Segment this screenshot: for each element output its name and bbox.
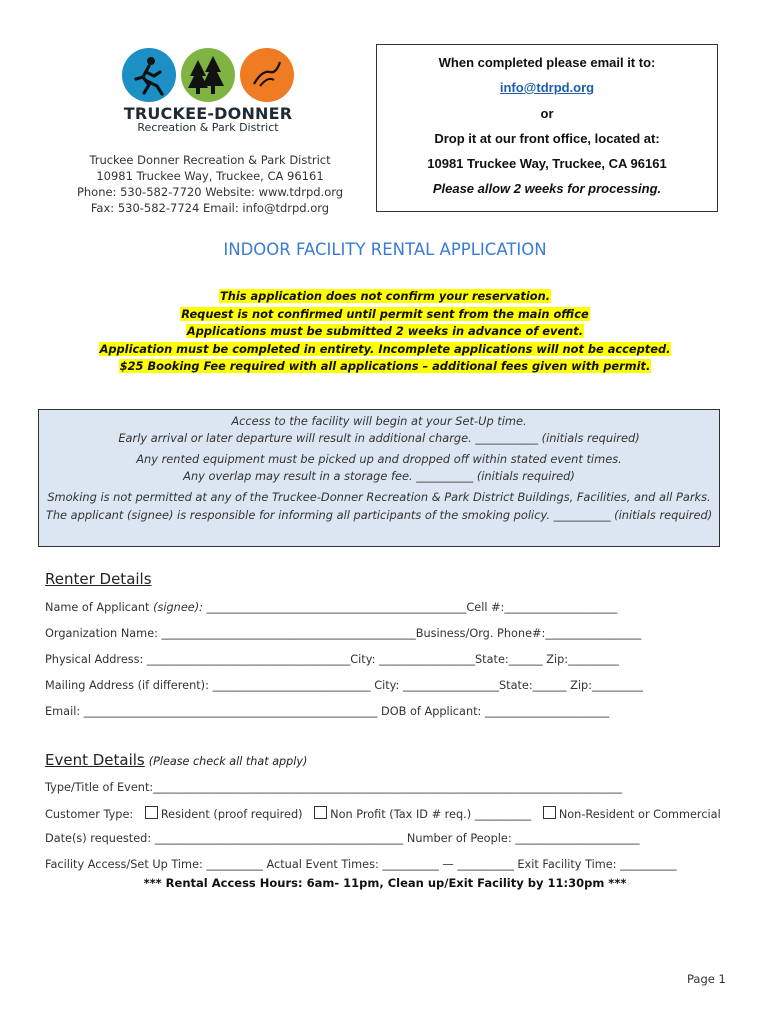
- email-link[interactable]: info@tdrpd.org: [499, 80, 595, 95]
- policy-line: Access to the facility will begin at your Set-Up time.: [231, 414, 527, 428]
- policy-line: Early arrival or later departure will result in additional charge. ___________ (initials required): [118, 431, 640, 445]
- submission-instructions-box: [376, 44, 718, 212]
- nonprofit-checkbox[interactable]: [314, 806, 327, 819]
- event-details-heading: [45, 751, 307, 769]
- physical-address-row[interactable]: Physical Address: ____________________________________City: _________________State:______ Zip:_________: [45, 653, 619, 666]
- customer-type-label: Customer Type:: [45, 808, 134, 821]
- applicant-name-label: Name of Applicant: [45, 601, 154, 614]
- address-line: Phone: 530-582-7720 Website: www.tdrpd.org: [76, 185, 344, 199]
- customer-type-row: [45, 806, 725, 821]
- dropoff-instruction: Drop it at our front office, located at:: [434, 131, 660, 146]
- address-line: Fax: 530-582-7724 Email: info@tdrpd.org: [90, 201, 330, 215]
- renter-details-heading: Renter Details: [45, 570, 152, 588]
- event-details-note: (Please check all that apply): [148, 755, 308, 768]
- resident-option-label: Resident (proof required): [160, 808, 303, 821]
- email-instruction: When completed please email it to:: [438, 55, 656, 70]
- address-line: Truckee Donner Recreation & Park District: [89, 153, 331, 167]
- ball-icon: [240, 48, 294, 102]
- cell-field[interactable]: Cell #:____________________: [466, 601, 618, 614]
- times-row[interactable]: Facility Access/Set Up Time: __________ Actual Event Times: __________ — __________ Exit Facility Time: __________: [45, 858, 677, 871]
- email-dob-row[interactable]: Email: ____________________________________________________ DOB of Applicant: ______________________: [45, 705, 610, 718]
- applicant-name-row[interactable]: [45, 601, 725, 614]
- rental-hours-note: *** Rental Access Hours: 6am- 11pm, Clean up/Exit Facility by 11:30pm ***: [143, 876, 627, 890]
- page-number: Page 1: [687, 972, 726, 986]
- nonresident-option-label: Non-Resident or Commercial: [558, 808, 721, 821]
- applicant-name-field[interactable]: ______________________________________________: [202, 601, 467, 614]
- processing-note: Please allow 2 weeks for processing.: [432, 181, 662, 196]
- pine-trees-icon: [181, 48, 235, 102]
- organization-row[interactable]: Organization Name: _____________________________________________Business/Org. Phone#:_________________: [45, 627, 642, 640]
- resident-checkbox[interactable]: [145, 806, 158, 819]
- warning-notices: [0, 288, 770, 376]
- or-text: or: [540, 106, 554, 121]
- warning-line: Applications must be submitted 2 weeks in advance of event.: [186, 324, 584, 338]
- warning-line: Application must be completed in entirety. Incomplete applications will not be accepted.: [99, 341, 671, 356]
- policy-line: Smoking is not permitted at any of the Truckee-Donner Recreation & Park District Buildings, Facilities, and all Parks.: [47, 490, 711, 504]
- nonprofit-option-label: Non Profit (Tax ID # req.) __________: [330, 808, 532, 821]
- policy-line: Any rented equipment must be picked up and dropped off within stated event times.: [136, 452, 622, 466]
- warning-line: This application does not confirm your reservation.: [219, 289, 551, 303]
- district-address: [60, 152, 360, 216]
- logo-title: TRUCKEE-DONNER: [123, 104, 293, 123]
- district-logo: [122, 48, 294, 104]
- nonresident-checkbox[interactable]: [543, 806, 556, 819]
- policy-line: Any overlap may result in a storage fee. __________ (initials required): [183, 469, 575, 483]
- policy-line: The applicant (signee) is responsible for informing all participants of the smoking policy. __________ (initials required): [45, 508, 713, 522]
- page-title: INDOOR FACILITY RENTAL APPLICATION: [223, 240, 547, 259]
- dates-row[interactable]: Date(s) requested: ____________________________________________ Number of People: ______________________: [45, 832, 640, 845]
- mailing-address-row[interactable]: Mailing Address (if different): ____________________________ City: _________________State:______ Zip:_________: [45, 679, 643, 692]
- warning-line: $25 Booking Fee required with all applications – additional fees given with permit.: [119, 359, 651, 373]
- policy-box: [38, 409, 720, 547]
- event-details-title: Event Details: [45, 751, 145, 769]
- event-type-row[interactable]: Type/Title of Event:___________________________________________________________________________________: [45, 781, 623, 794]
- office-address: 10981 Truckee Way, Truckee, CA 96161: [427, 156, 667, 171]
- warning-line: Request is not confirmed until permit sent from the main office: [181, 306, 589, 321]
- signee-label: (signee):: [153, 601, 203, 614]
- runner-icon: [122, 48, 176, 102]
- logo-subtitle: Recreation & Park District: [137, 121, 279, 134]
- address-line: 10981 Truckee Way, Truckee, CA 96161: [96, 169, 324, 183]
